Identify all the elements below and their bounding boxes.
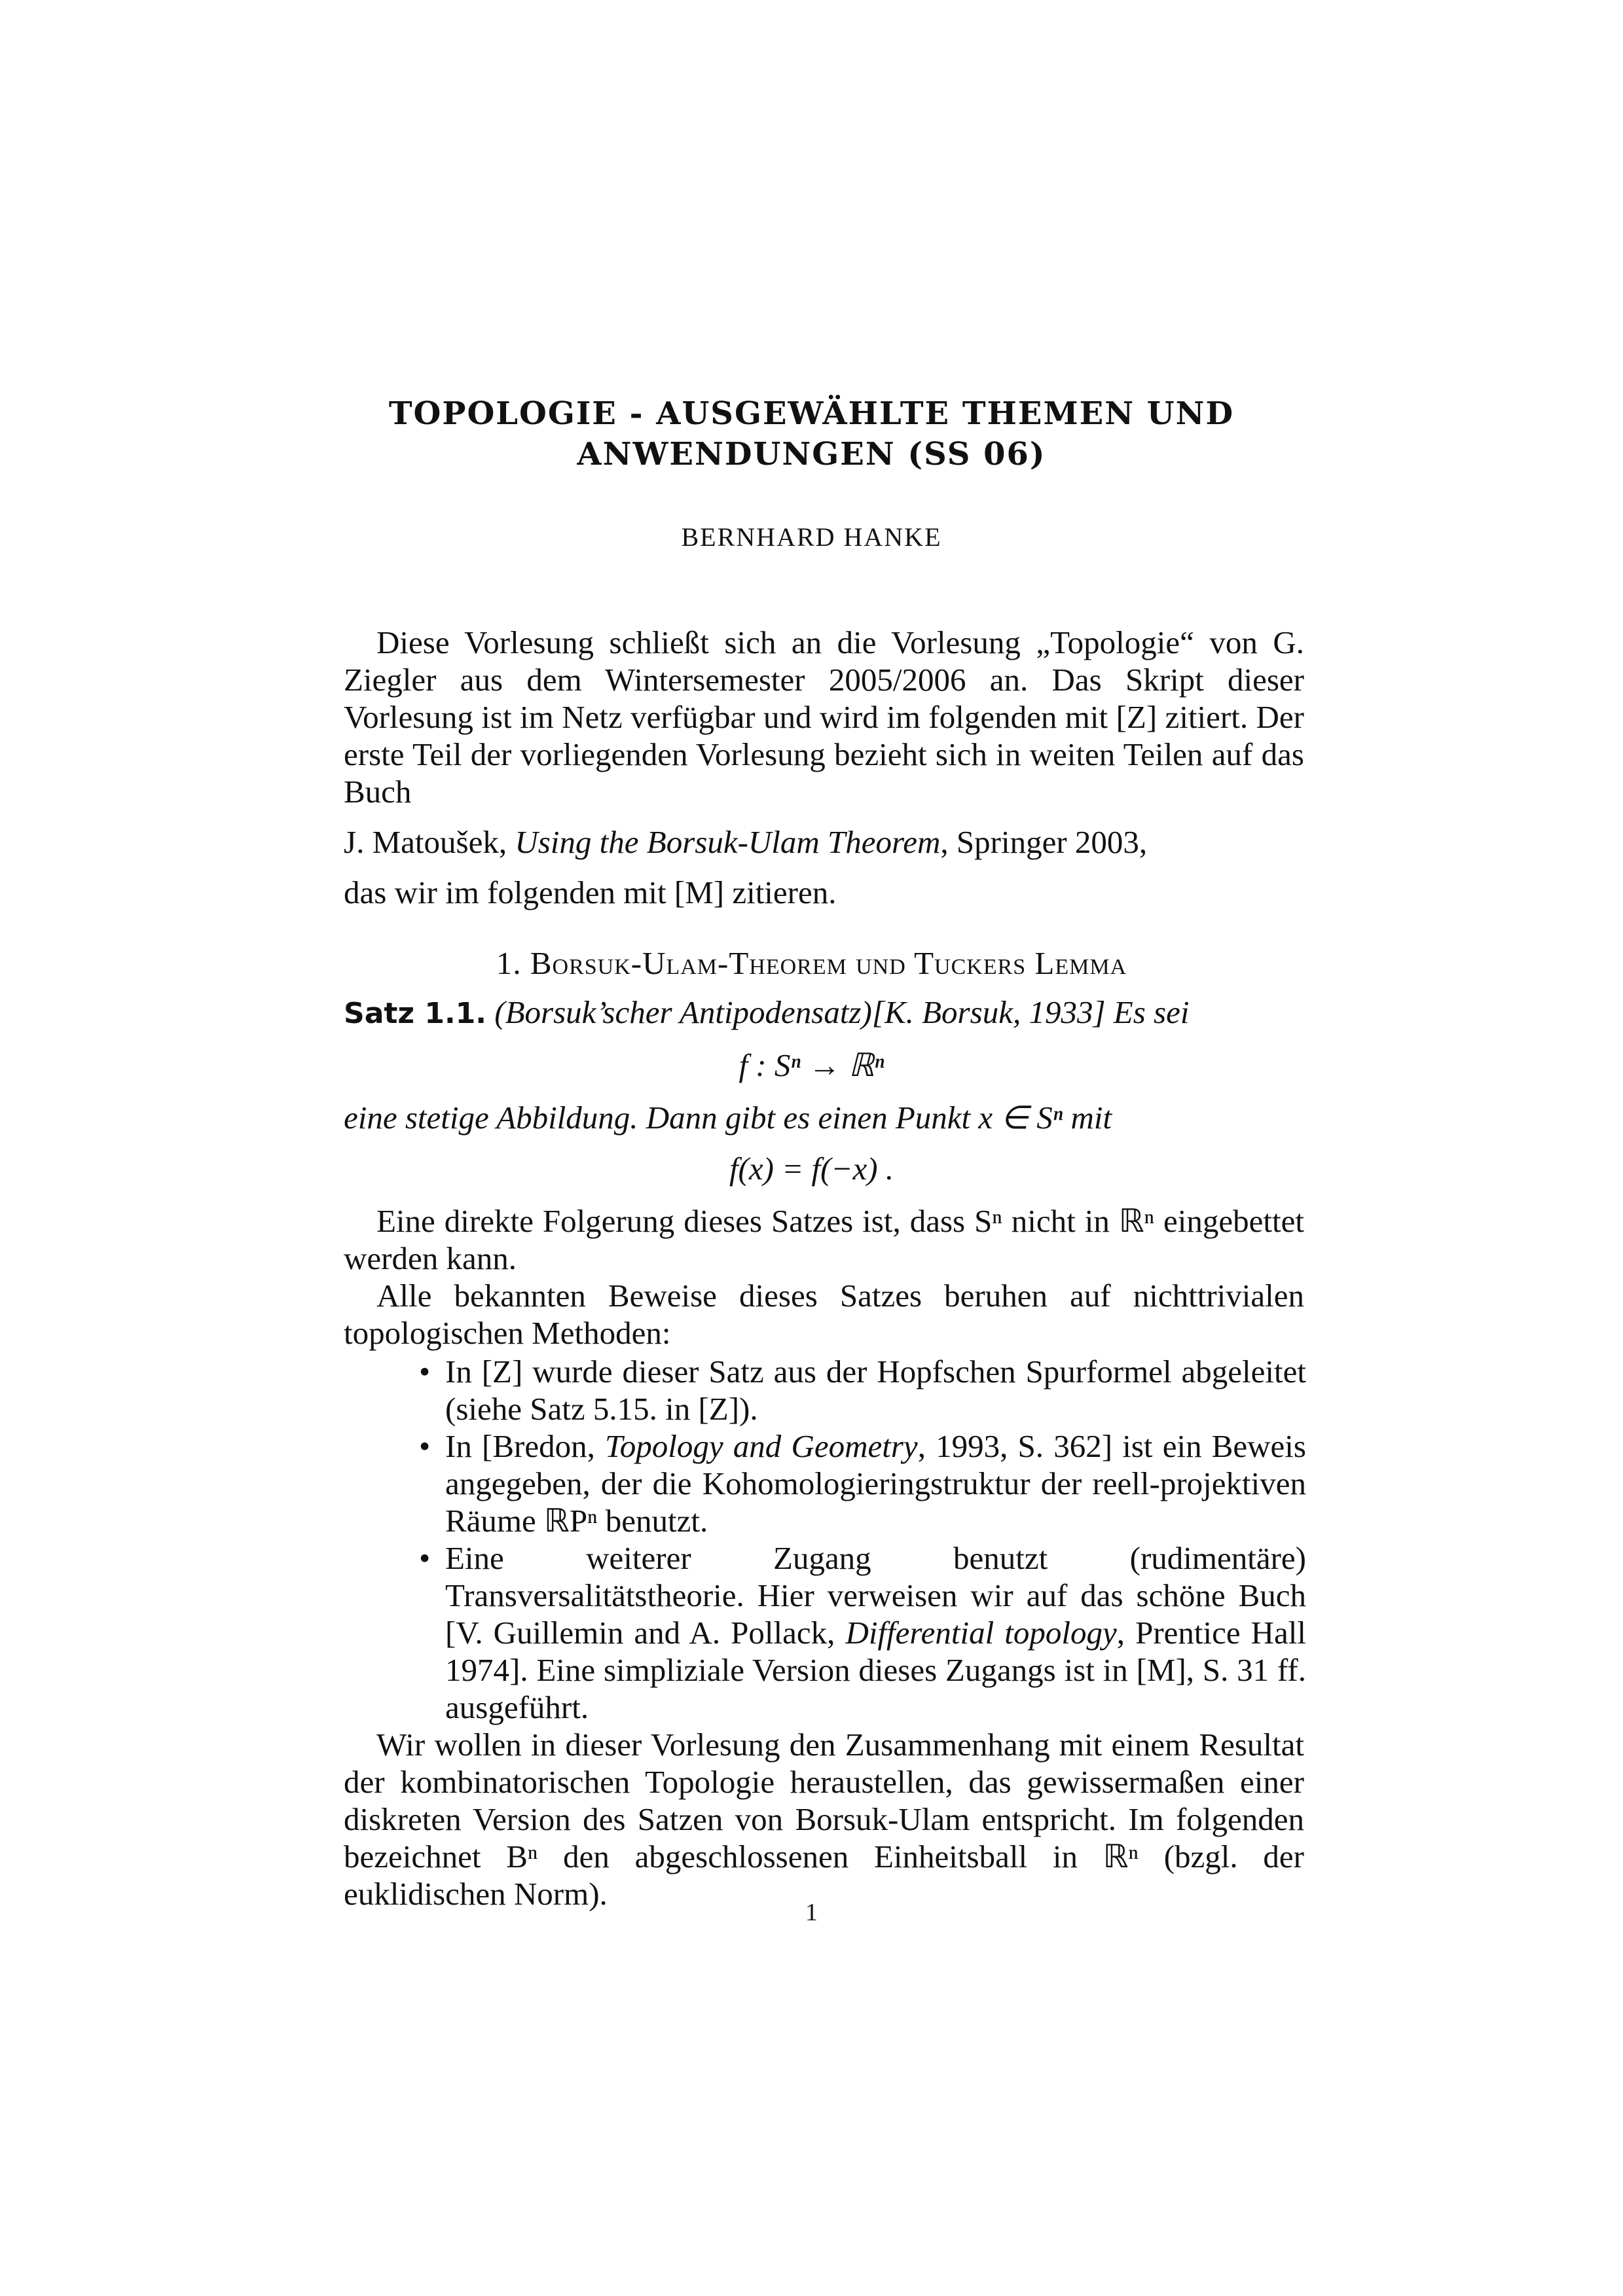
closing-paragraph: Wir wollen in dieser Vorlesung den Zusammenhang mit einem Resultat der kombinatorischen Topologie heraustellen, das gewissermaßen einer diskreten Version des Satzen von Borsuk-Ulam entspricht. Im folgenden bezeichnet Bⁿ den abgeschlossenen Einheitsball in ℝⁿ (bzgl. der euklidischen Norm). bbox=[344, 1727, 1304, 1912]
proofs-intro-paragraph: Alle bekannten Beweise dieses Satzes beruhen auf nichttrivialen topologischen Methoden: bbox=[344, 1278, 1304, 1351]
closing-block bbox=[344, 1726, 1304, 1912]
bullet-emph: Topology and Geometry bbox=[605, 1428, 918, 1464]
bullet-post: , 1993, S. 362] ist ein Beweis angegeben, der die Kohomologieringstruktur der reell-projektiven Räume ℝPⁿ benutzt. bbox=[445, 1428, 1306, 1539]
list-item bbox=[344, 1427, 1306, 1539]
bullet-pre: In [Bredon, bbox=[445, 1428, 605, 1464]
list-item bbox=[344, 1353, 1306, 1427]
bullet-icon: • bbox=[419, 1540, 431, 1576]
reference-author: J. Matoušek, bbox=[344, 824, 515, 860]
theorem-statement-cont: eine stetige Abbildung. Dann gibt es einen Punkt x ∈ Sⁿ mit bbox=[344, 1100, 1112, 1136]
theorem-label: Satz 1.1. bbox=[344, 997, 487, 1030]
bullet-pre: Eine weiterer Zugang benutzt (rudimentäre) Transversalitätstheorie. Hier verweisen wir auf das schöne Buch [V. Guillemin and A. Pollack, bbox=[445, 1540, 1306, 1651]
theorem-statement-start: (Borsuk’scher Antipodensatz)[K. Borsuk, 1933] Es sei bbox=[494, 994, 1190, 1030]
proof-list bbox=[344, 1353, 1306, 1726]
intro-paragraph: Diese Vorlesung schließt sich an die Vorlesung „Topologie“ von G. Ziegler aus dem Wintersemester 2005/2006 an. Das Skript dieser Vorlesung ist im Netz verfügbar und wird im folgenden mit [Z] zitiert. Der erste Teil der vorliegenden Vorlesung bezieht sich in weiten Teilen auf das Buch bbox=[344, 624, 1304, 810]
bullet-icon: • bbox=[419, 1354, 431, 1390]
section-title: Borsuk-Ulam-Theorem und Tuckers Lemma bbox=[530, 945, 1127, 981]
title-line-1: TOPOLOGIE - AUSGEWÄHLTE THEMEN UND bbox=[388, 395, 1235, 432]
theorem-header bbox=[344, 994, 1189, 1032]
reference-rest: , Springer 2003, bbox=[940, 824, 1148, 860]
theorem-equation-1: f : Sⁿ → ℝⁿ bbox=[739, 1047, 884, 1083]
consequence-paragraph: Eine direkte Folgerung dieses Satzes ist, dass Sⁿ nicht in ℝⁿ eingebettet werden kann. bbox=[344, 1203, 1304, 1276]
author: BERNHARD HANKE bbox=[681, 522, 942, 552]
reference-title: Using the Borsuk-Ulam Theorem bbox=[515, 824, 941, 860]
bullet-text: In [Z] wurde dieser Satz aus der Hopfschen Spurformel abgeleitet (siehe Satz 5.15. in [Z]). bbox=[445, 1354, 1306, 1427]
page-number: 1 bbox=[805, 1899, 818, 1926]
intro-block bbox=[344, 624, 1304, 810]
section-number: 1. bbox=[496, 945, 522, 981]
book-reference bbox=[344, 823, 1306, 861]
section-heading bbox=[0, 944, 1623, 982]
theorem-equation-2: f(x) = f(−x) . bbox=[729, 1151, 894, 1187]
bullet-icon: • bbox=[419, 1428, 431, 1464]
bullet-emph: Differential topology bbox=[845, 1615, 1117, 1651]
list-item bbox=[344, 1539, 1306, 1726]
bullet-post: , Prentice Hall 1974]. Eine simpliziale Version dieses Zugangs ist in [M], S. 31 ff. ausgeführt. bbox=[445, 1615, 1307, 1725]
consequence-block bbox=[344, 1202, 1304, 1352]
title-line-2: ANWENDUNGEN (SS 06) bbox=[577, 436, 1046, 473]
after-reference: das wir im folgenden mit [M] zitieren. bbox=[344, 874, 837, 910]
